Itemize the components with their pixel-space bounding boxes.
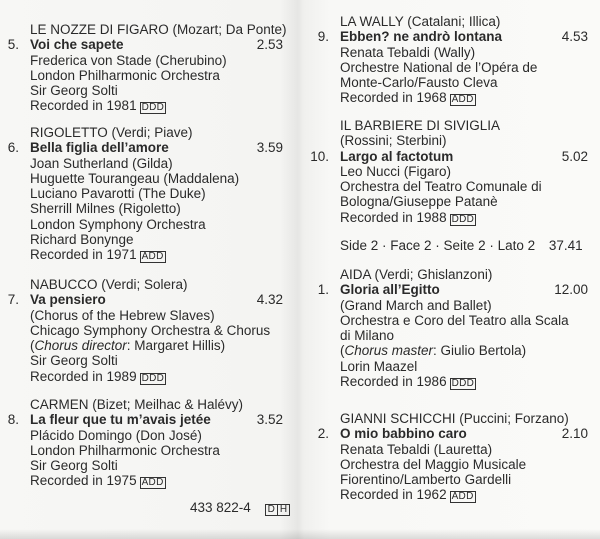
track-title: Ebben? ne andrò lontana [340,29,503,45]
track-number: 9. [317,29,329,45]
credit-text: Luciano Pavarotti (The Duke) [30,186,206,202]
recording-line [0,473,283,488]
credit-text: Leo Nucci (Figaro) [340,163,452,179]
opera-heading: LA WALLY (Catalani; Illica) [340,14,501,29]
recording-year: Recorded in 1986 [340,374,447,390]
track-number: 5. [7,37,19,53]
credit-line [310,457,588,472]
recording-line [0,247,283,262]
recording-year: Recorded in 1975 [30,473,137,489]
track-title: O mio babbino caro [340,426,467,442]
credit-prefix: ( [30,338,35,354]
track-title: Gloria all’Egitto [340,282,440,298]
recording-year: Recorded in 1971 [30,247,137,263]
credit-role: Chorus director [34,338,127,354]
opera-heading: (Rossini; Sterbini) [340,133,447,149]
recording-code-badge: DDD [141,372,165,384]
track-number: 8. [7,412,19,428]
recording-year: Recorded in 1962 [340,487,447,503]
credit-line [0,68,283,83]
opera-heading: RIGOLETTO (Verdi; Piave) [30,125,193,140]
credit-text: London Philharmonic Orchestra [30,67,220,83]
credit-line [0,171,283,186]
credit-text: : Giulio Bertola) [433,343,527,359]
recording-line [310,90,588,105]
credit-line [310,164,588,179]
track-title-line [0,140,283,155]
track-entry [310,411,588,503]
track-number: 1. [317,282,329,298]
track-entry [310,118,588,225]
recording-code-badge: ADD [141,477,164,489]
logo-letter-h: H [277,505,289,515]
right-column [310,0,588,520]
track-title-line [310,29,588,44]
recording-code-badge: DDD [141,102,165,114]
credit-text: di Milano [340,328,395,344]
credit-line [0,428,283,443]
credit-text: Orchestra e Coro del Teatro alla Scala [340,312,569,328]
track-duration: 4.53 [561,29,588,45]
credit-text: Renata Tebaldi (Lauretta) [340,441,493,457]
credit-line [310,298,588,313]
track-duration: 2.53 [256,37,283,53]
credit-line [0,443,283,458]
credit-line [0,323,283,338]
credit-line [0,353,283,368]
label-logo [265,504,290,516]
credit-text: Frederica von Stade (Cherubino) [30,52,227,68]
credit-line [0,83,283,98]
credit-line [0,186,283,201]
track-title: Voi che sapete [30,37,124,53]
track-duration: 3.52 [256,412,283,428]
track-title: Va pensiero [30,292,106,308]
credit-line [0,217,283,232]
recording-code-badge: ADD [451,491,474,503]
catalog-line [190,500,290,515]
credit-line [310,75,588,90]
page-shadow [0,529,600,539]
opera-heading: NABUCCO (Verdi; Solera) [30,277,188,292]
credit-line [310,179,588,194]
opera-heading: AIDA (Verdi; Ghislanzoni) [340,267,493,282]
track-entry [310,267,588,389]
credit-line [0,53,283,68]
recording-code-badge: ADD [141,251,164,263]
recording-year: Recorded in 1981 [30,98,137,114]
track-duration: 12.00 [554,282,588,298]
track-title-line [0,37,283,52]
credit-text: Orchestre National de l’Opéra de [340,59,538,75]
credit-text: Orchestra del Teatro Comunale di [340,179,542,195]
track-entry [0,397,283,489]
credit-text: (Chorus of the Hebrew Slaves) [30,307,215,323]
recording-code-badge: DDD [451,213,475,225]
track-title: La fleur que tu m’avais jetée [30,412,211,428]
credit-text: Plácido Domingo (Don José) [30,427,202,443]
credit-line [0,232,283,247]
credit-text: Chicago Symphony Orchestra & Chorus [30,322,271,338]
side-total-time: 37.41 [548,238,583,253]
catalog-number: 433 822-4 [190,500,251,515]
credit-prefix: ( [340,343,345,359]
recording-code-badge: ADD [451,94,474,106]
credit-text: Orchestra del Maggio Musicale [340,456,527,472]
credit-text: Sir Georg Solti [30,458,118,474]
opera-heading: LE NOZZE DI FIGARO (Mozart; Da Ponte) [30,22,287,37]
track-number: 2. [317,426,329,442]
opera-heading: CARMEN (Bizet; Meilhac & Halévy) [30,397,244,412]
track-entry [0,22,287,114]
recording-year: Recorded in 1988 [340,209,447,225]
track-entry [0,125,283,263]
credit-line [310,60,588,75]
credit-line [310,343,588,358]
track-title-line [0,412,283,427]
recording-code-badge: DDD [451,378,475,390]
credit-text: Lorin Maazel [340,358,418,374]
credit-line [310,359,588,374]
opera-heading: IL BARBIERE DI SIVIGLIA [340,118,501,133]
track-duration: 2.10 [561,426,588,442]
credit-line [310,328,588,343]
track-number: 10. [310,148,329,164]
credit-line [0,308,283,323]
track-title-line [310,426,588,441]
logo-letter-d: D [267,504,275,515]
credit-text: : Margaret Hillis) [126,338,226,354]
credit-role: Chorus master [344,343,434,359]
recording-year: Recorded in 1968 [340,90,447,106]
credit-text: Huguette Tourangeau (Maddalena) [30,170,240,186]
recording-line [0,369,283,384]
track-entry [310,14,588,106]
recording-line [310,487,588,502]
track-title-line [310,282,588,297]
credit-line [0,338,283,353]
credit-text: Monte-Carlo/Fausto Cleva [340,75,498,91]
credit-text: Sherrill Milnes (Rigoletto) [30,201,181,217]
credit-text: Bologna/Giuseppe Patanè [340,194,498,210]
track-duration: 5.02 [561,148,588,164]
credit-text: (Grand March and Ballet) [340,297,492,313]
track-title-line [310,149,588,164]
track-title-line [0,292,283,307]
credit-line [0,156,283,171]
credit-text: Renata Tebaldi (Wally) [340,44,476,60]
track-title: Bella figlia dell’amore [30,140,169,156]
recording-line [310,374,588,389]
track-number: 6. [7,140,19,156]
credit-line [310,313,588,328]
credit-line [310,194,588,209]
credit-line [310,45,588,60]
credit-line [310,442,588,457]
credit-line [310,472,588,487]
credit-line [0,201,283,216]
credit-text: London Symphony Orchestra [30,216,206,232]
opera-heading: GIANNI SCHICCHI (Puccini; Forzano) [340,411,569,426]
credit-text: London Philharmonic Orchestra [30,442,220,458]
track-number: 7. [7,292,19,308]
side-header [340,238,583,253]
recording-year: Recorded in 1989 [30,368,137,384]
credit-text: Fiorentino/Lamberto Gardelli [340,472,512,488]
credit-text: Richard Bonynge [30,232,134,248]
recording-line [0,98,283,113]
credit-text: Sir Georg Solti [30,353,118,369]
track-duration: 4.32 [256,292,283,308]
side-label: Side 2 · Face 2 · Seite 2 · Lato 2 [340,238,536,253]
credit-line [0,458,283,473]
left-column [0,0,287,520]
credit-text: Sir Georg Solti [30,83,118,99]
recording-line [310,210,588,225]
track-title: Largo al factotum [340,148,454,164]
track-entry [0,277,283,384]
track-duration: 3.59 [256,140,283,156]
credit-text: Joan Sutherland (Gilda) [30,155,173,171]
